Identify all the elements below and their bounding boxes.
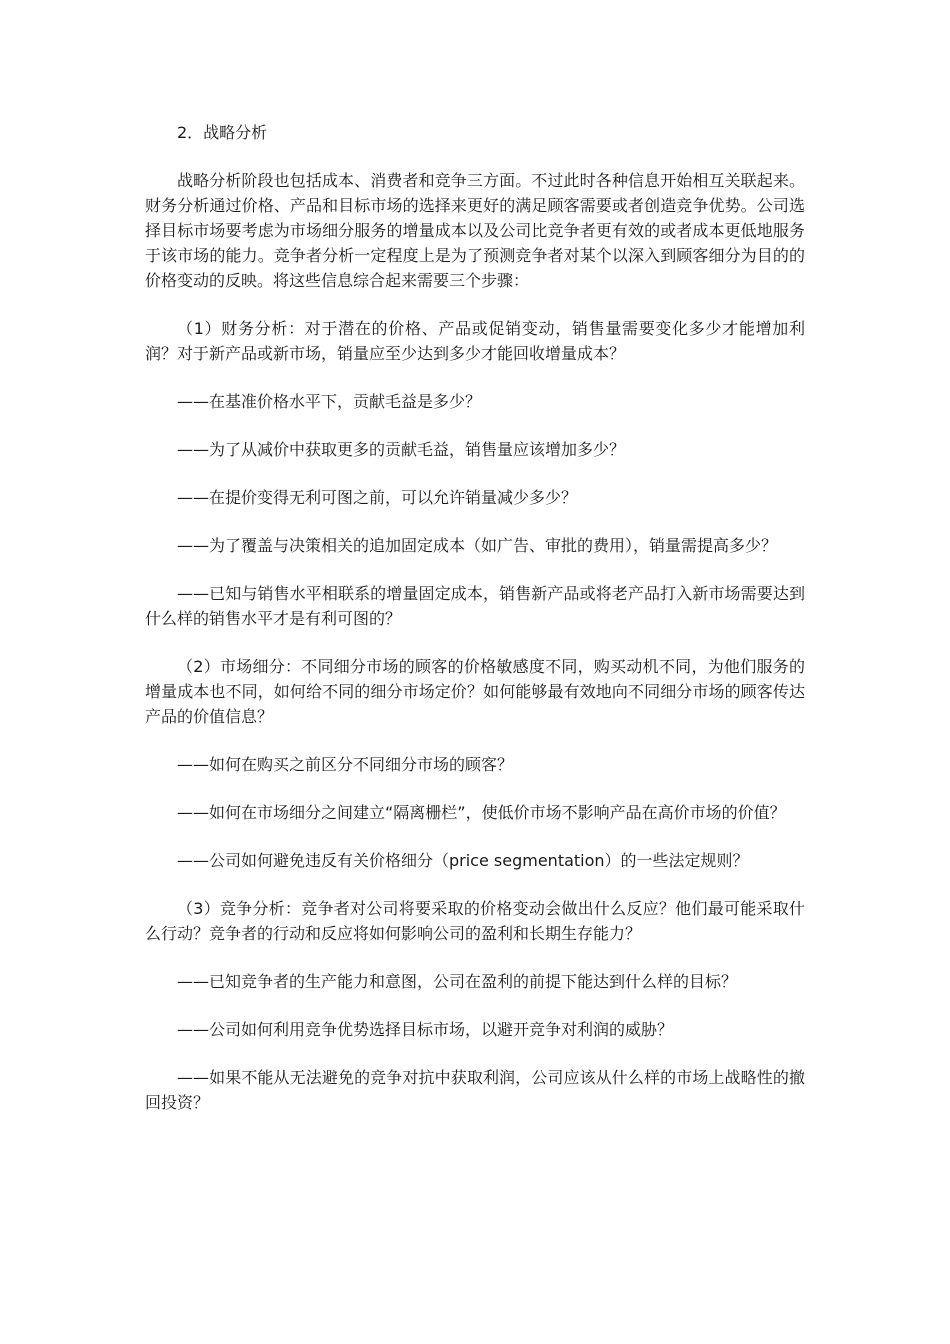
section-heading: 2．战略分析 — [177, 123, 268, 142]
question-item: ——为了覆盖与决策相关的追加固定成本（如广告、审批的费用），销量需提高多少？ — [177, 536, 778, 555]
document-body — [145, 120, 805, 1138]
paragraph-financial-analysis: （1）财务分析：对于潜在的价格、产品或促销变动，销售量需要变化多少才能增加利润？对于新产品或新市场，销量应至少达到多少才能回收增量成本？ — [145, 319, 805, 363]
paragraph-intro: 战略分析阶段也包括成本、消费者和竞争三方面。不过此时各种信息开始相互关联起来。财务分析通过价格、产品和目标市场的选择来更好的满足顾客需要或者创造竞争优势。公司选择目标市场要考虑为市场细分服务的增量成本以及公司比竞争者更有效的或者成本更低地服务于该市场的能力。竞争者分析一定程度上是为了预测竞争者对某个以深入到顾客细分为目的的价格变动的反映。将这些信息综合起来需要三个步骤： — [145, 171, 805, 290]
question-item: ——如果不能从无法避免的竞争对抗中获取利润，公司应该从什么样的市场上战略性的撤回投资？ — [145, 1068, 805, 1112]
question-item: ——为了从减价中获取更多的贡献毛益，销售量应该增加多少？ — [177, 440, 626, 459]
question-item: ——如何在市场细分之间建立“隔离栅栏”，使低价市场不影响产品在高价市场的价值？ — [177, 803, 786, 822]
question-item: ——在基准价格水平下，贡献毛益是多少？ — [177, 392, 482, 411]
question-item: ——公司如何避免违反有关价格细分（price segmentation）的一些法定规则？ — [177, 851, 749, 870]
question-item: ——已知竞争者的生产能力和意图，公司在盈利的前提下能达到什么样的目标？ — [177, 972, 738, 991]
paragraph-market-segmentation: （2）市场细分：不同细分市场的顾客的价格敏感度不同，购买动机不同，为他们服务的增量成本也不同，如何给不同的细分市场定价？如何能够最有效地向不同细分市场的顾客传达产品的价值信息？ — [145, 657, 805, 726]
paragraph-competitive-analysis: （3）竞争分析：竞争者对公司将要采取的价格变动会做出什么反应？他们最可能采取什么行动？竞争者的行动和反应将如何影响公司的盈利和长期生存能力？ — [145, 899, 805, 943]
question-item: ——已知与销售水平相联系的增量固定成本，销售新产品或将老产品打入新市场需要达到什么样的销售水平才是有利可图的？ — [145, 584, 805, 628]
question-item: ——如何在购买之前区分不同细分市场的顾客？ — [177, 755, 514, 774]
question-item: ——在提价变得无利可图之前，可以允许销量减少多少？ — [177, 488, 578, 507]
question-item: ——公司如何利用竞争优势选择目标市场，以避开竞争对利润的威胁？ — [177, 1020, 674, 1039]
